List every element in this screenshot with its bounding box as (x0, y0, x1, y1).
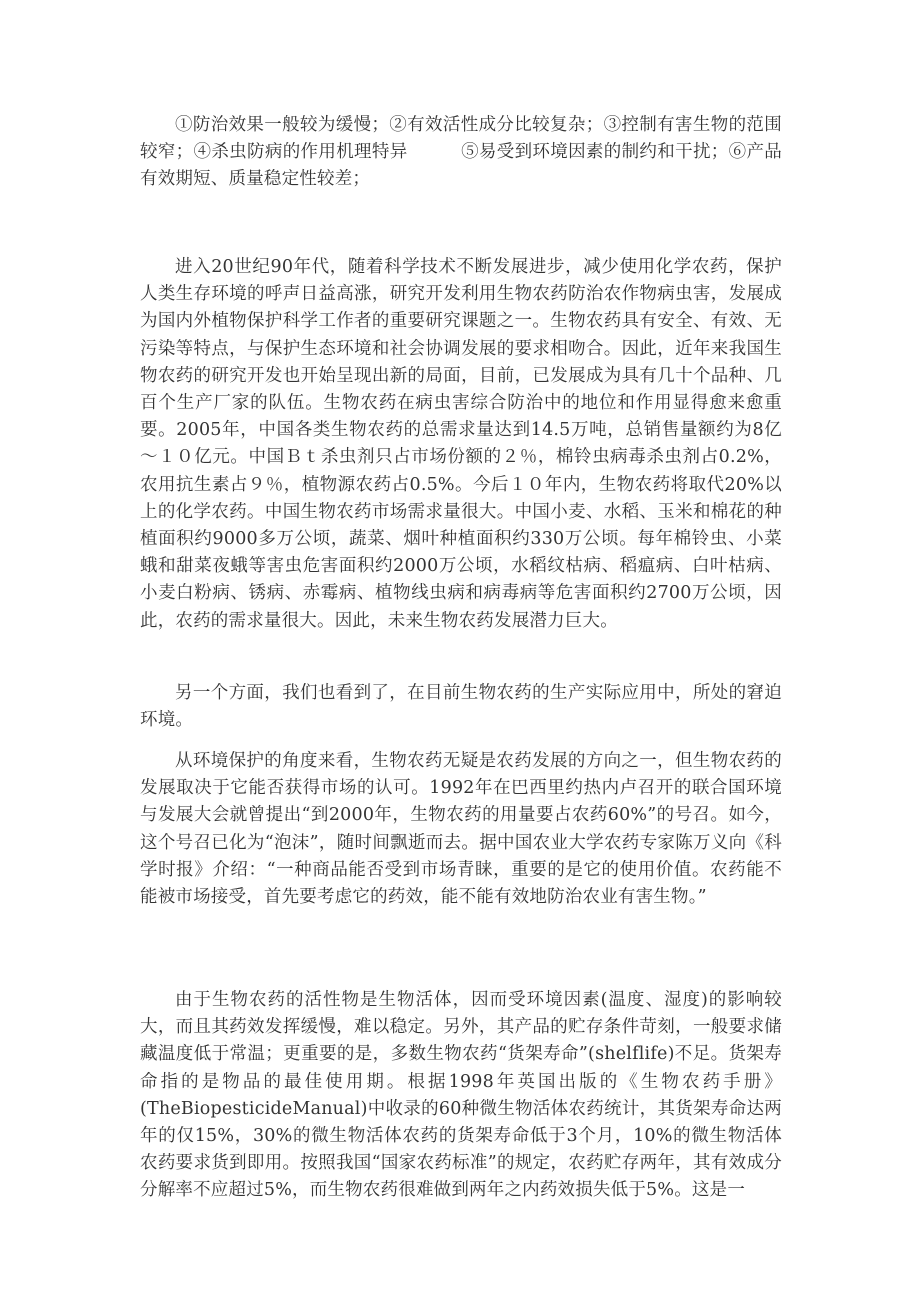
paragraph-difficult-situation: 另一个方面，我们也看到了，在目前生物农药的生产实际应用中，所处的窘迫环境。 (140, 683, 782, 731)
paragraph-biopesticide-drawbacks: ①防治效果一般较为缓慢；②有效活性成分比较复杂；③控制有害生物的范围较窄；④杀虫防病的作用机理特异 ⑤易受到环境因素的制约和干扰；⑥产品有效期短、质量稳定性较差； (140, 115, 782, 190)
paragraph-market-acceptance: 从环境保护的角度来看，生物农药无疑是农药发展的方向之一，但生物农药的发展取决于它能否获得市场的认可。1992年在巴西里约热内卢召开的联合国环境与发展大会就曾提出“到2000年，生物农药的用量要占农药60%”的号召。如今，这个号召已化为“泡沫”，随时间飘逝而去。据中国农业大学农药专家陈万义向《科学时报》介绍：“一种商品能否受到市场青睐，重要的是它的使用价值。农药能不能被市场接受，首先要考虑它的药效，能不能有效地防治农业有害生物。” (140, 751, 782, 908)
paragraph-shelf-life: 由于生物农药的活性物是生物活体，因而受环境因素(温度、湿度)的影响较大，而且其药效发挥缓慢，难以稳定。另外，其产品的贮存条件苛刻，一般要求储藏温度低于常温；更重要的是，多数生物农药“货架寿命”(shelflife)不足。货架寿命指的是物品的最佳使用期。根据1998年英国出版的《生物农药手册》(TheBiopesticideManual)中收录的60种微生物活体农药统计，其货架寿命达两年的仅15%，30%的微生物活体农药的货架寿命低于3个月，10%的微生物活体农药要求货到即用。按照我国“国家农药标准”的规定，农药贮存两年，其有效成分分解率不应超过5%，而生物农药很难做到两年之内药效损失低于5%。这是一 (140, 990, 782, 1201)
paragraph-market-development: 进入20世纪90年代，随着科学技术不断发展进步，减少使用化学农药，保护人类生存环境的呼声日益高涨，研究开发利用生物农药防治农作物病虫害，发展成为国内外植物保护科学工作者的重要研究课题之一。生物农药具有安全、有效、无污染等特点，与保护生态环境和社会协调发展的要求相吻合。因此，近年来我国生物农药的研究开发也开始呈现出新的局面，目前，已发展成为具有几十个品种、几百个生产厂家的队伍。生物农药在病虫害综合防治中的地位和作用显得愈来愈重要。2005年，中国各类生物农药的总需求量达到14.5万吨，总销售量额约为8亿～１０亿元。中国Ｂｔ杀虫剂只占市场份额的２％，棉铃虫病毒杀虫剂占0.2%，农用抗生素占９％，植物源农药占0.5%。今后１０年内，生物农药将取代20%以上的化学农药。中国生物农药市场需求量很大。中国小麦、水稻、玉米和棉花的种植面积约9000多万公顷，蔬菜、烟叶种植面积约330万公顷。每年棉铃虫、小菜蛾和甜菜夜蛾等害虫危害面积约2000万公顷，水稻纹枯病、稻瘟病、白叶枯病、小麦白粉病、锈病、赤霉病、植物线虫病和病毒病等危害面积约2700万公顷，因此，农药的需求量很大。因此，未来生物农药发展潜力巨大。 (140, 257, 782, 631)
